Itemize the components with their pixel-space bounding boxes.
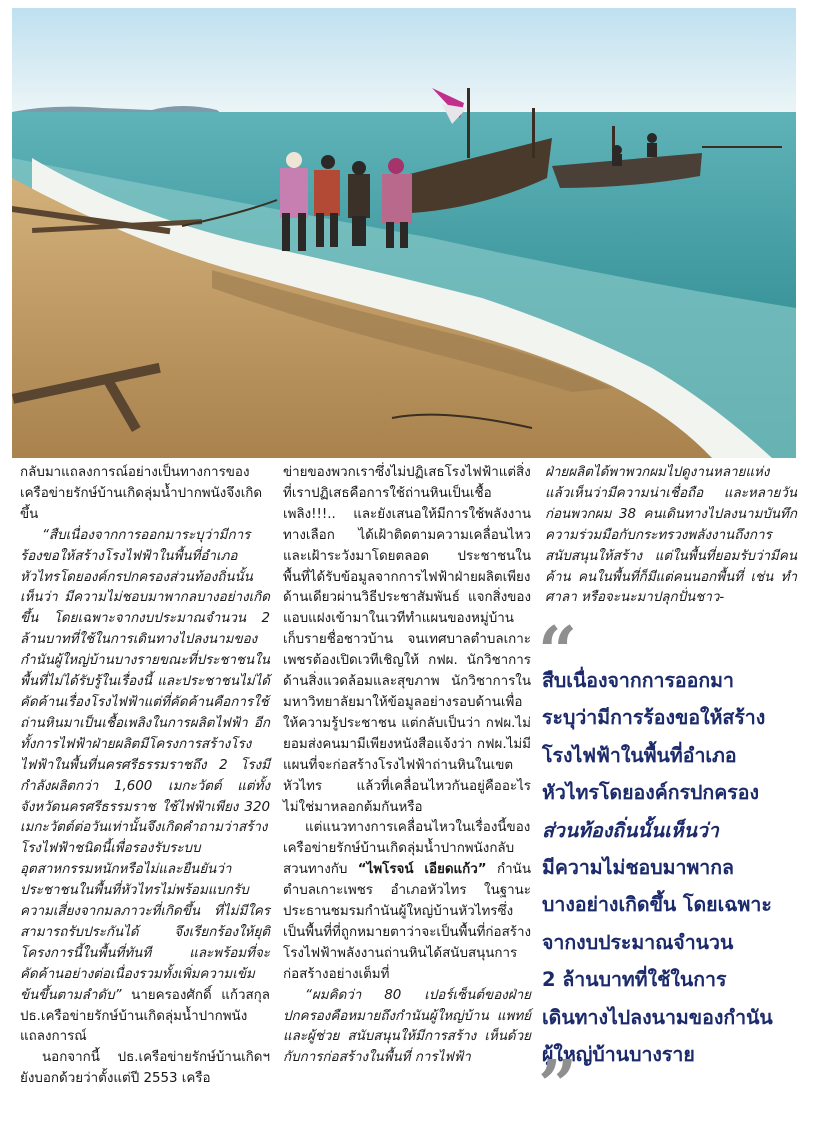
pull-quote-line: 2 ล้านบาทที่ใช้ในการ (542, 968, 727, 992)
quoted-statement: “สืบเนื่องจากการออกมาระบุว่ามีการร้องขอให้สร้างโรงไฟฟ้าในพื้นที่อำเภอหัวไทรโดยองค์กรปกครองส่วนท้องถิ่นนั้นเห็นว่า มีความไม่ชอบมาพากลบางอย่างเกิดขึ้น โดยเฉพาะจากงบประมาณจำนวน 2 ล้านบาทที่ใช้ในการเดินทางไปลงนามของกำนันผู้ใหญ่บ้านบางรายขณะที่ประชาชนในพื้นที่ไม่ได้รับรู้ในเรื่องนี้ และประชาชนไม่ได้คัดค้านเรื่องโรงไฟฟ้าแต่ที่คัดค้านคือการใช้ถ่านหินมาเป็นเชื้อเพลิงในการผลิตไฟฟ้า อีกทั้งการไฟฟ้าฝ่ายผลิตมีโครงการสร้างโรงไฟฟ้าในพื้นที่นครศรีธรรมราชถึง 2 โรงมีกำลังผลิตกว่า 1,600 เมกะวัตต์ แต่ทั้งจังหวัดนครศรีธรรมราช ใช้ไฟฟ้าเพียง 320 เมกะวัตต์ต่อวันเท่านั้นจึงเกิดคำถามว่าสร้างโรงไฟฟ้าชนิดนี้เพื่อรองรับระบบอุตสาหกรรมหนักหรือไม่และยืนยันว่าประชาชนในพื้นที่หัวไทรไม่พร้อมแบกรับความเสี่ยงจากมลภาวะที่เกิดขึ้น ที่ไม่มีใครสามารถรับประกันได้ จึงเรียกร้องให้ยุติโครงการนี้ในพื้นที่ทันที และพร้อมที่จะคัดค้านอย่างต่อเนื่องรวมทั้งเพิ่มความเข้มข้นขึ้นตามลำดับ” (20, 527, 270, 1003)
article-column-1 (20, 463, 270, 1090)
pull-quote-line: บางอย่างเกิดขึ้น โดยเฉพาะ (542, 893, 772, 917)
pull-quote-line: ระบุว่ามีการร้องขอให้สร้าง (542, 706, 766, 730)
paragraph-network-statement (20, 526, 270, 1049)
paragraph-kamnan-quote: “ผมคิดว่า 80 เปอร์เซ็นต์ของฝ่ายปกครองคือหมายถึงกำนันผู้ใหญ่บ้าน แพทย์และผู้ช่วย สนับสนุนให้มีการสร้าง เห็นด้วยกับการก่อสร้างในพื้นที่ การไฟฟ้า (283, 987, 531, 1066)
paragraph-kamnan-quote-continued: ฝ่ายผลิตได้พาพวกผมไปดูงานหลายแห่ง แล้วเห็นว่ามีความน่าเชื่อถือ และหลายวันก่อนพวกผม 38 คนเดินทางไปลงนามบันทึกความร่วมมือกับกระทรวงพลังงานถึงการสนับสนุนให้สร้าง แต่ในพื้นที่ยอมรับว่ามีคนค้าน คนในพื้นที่ก็มีแต่คนนอกพื้นที่ เช่น ทำศาลา หรือจะนะมาปลุกปั่นชาว- (545, 465, 797, 606)
close-quote-icon: ” (538, 1046, 572, 1126)
paragraph-kamnan-support (283, 818, 531, 985)
kamnan-name: “ไพโรจน์ เอียดแก้ว” (357, 862, 487, 878)
article-column-3 (545, 463, 797, 609)
paragraph-kamnan-text-post: กำนันตำบลเกาะเพชร อำเภอหัวไทร ในฐานะประธานชมรมกำนันผู้ใหญ่บ้านหัวไทรซึ่งเป็นพื้นที่ที่ถูกหมายตาว่าจะเป็นพื้นที่ก่อสร้างโรงไฟฟ้าพลังงานถ่านหินได้สนับสนุนการก่อสร้างอย่างเต็มที่ (283, 862, 532, 982)
paragraph-network-position: ข่ายของพวกเราซึ่งไม่ปฏิเสธโรงไฟฟ้าแต่สิ่งที่เราปฏิเสธคือการใช้ถ่านหินเป็นเชื้อเพลิง!!!.. และยังเสนอให้มีการใช้พลังงานทางเลือก ได้เฝ้าติดตามความเคลื่อนไหวและเฝ้าระวังมาโดยตลอด ประชาชนในพื้นที่ได้รับข้อมูลจากการไฟฟ้าฝ่ายผลิตเพียงด้านเดียวผ่านวิธีประชาสัมพันธ์ แจกสิ่งของแอบแฝงเข้ามาในเวทีทำแผนของหมู่บ้านเก็บรายชื่อชาวบ้าน จนเทศบาลตำบลเกาะเพชรต้องเปิดเวทีเชิญให้ กฟผ. นักวิชาการด้านสิ่งแวดล้อมและสุขภาพ นักวิชาการในมหาวิทยาลัยมาให้ข้อมูลอย่างรอบด้านเพื่อให้ความรู้ประชาชน แต่กลับเป็นว่า กฟผ.ไม่ยอมส่งคนมามีเพียงหนังสือแจ้งว่า กฟผ.ไม่มีแผนที่จะก่อสร้างโรงไฟฟ้าถ่านหินในเขตหัวไทร แล้วที่เคลื่อนไหวกันอยู่คืออะไรไม่ใช่มาหลอกต้มกันหรือ (283, 465, 531, 815)
paragraph-intro-end: กลับมาแถลงการณ์อย่างเป็นทางการของเครือข่ายรักษ์บ้านเกิดลุ่มน้ำปากพนังจึงเกิดขึ้น (20, 465, 263, 522)
statement-attribution: นายครองศักดิ์ แก้วสกุล ปธ.เครือข่ายรักษ์บ้านเกิดลุ่มน้ำปากพนังแถลงการณ์ (20, 987, 270, 1045)
sky (12, 8, 796, 118)
open-quote-icon: “ (538, 612, 572, 692)
pull-quote-line: สืบเนื่องจากการออกมา (542, 669, 734, 692)
pull-quote-line: หัวไทรโดยองค์กรปกครอง (542, 781, 759, 805)
pull-quote-text (542, 662, 797, 1073)
pull-quote-line: เดินทางไปลงนามของกำนัน (542, 1005, 773, 1029)
pull-quote (538, 612, 800, 1126)
article-column-2 (283, 463, 531, 1069)
pull-quote-line: ส่วนท้องถิ่นนั้นเห็นว่า (542, 818, 719, 842)
pull-quote-line: มีความไม่ชอบมาพากล (542, 856, 735, 880)
pull-quote-line: ผู้ใหญ่บ้านบางราย (542, 1043, 695, 1067)
pull-quote-line: จากงบประมาณจำนวน (542, 930, 734, 954)
beach-photo (12, 8, 796, 458)
beach-scene-illustration (12, 8, 796, 458)
paragraph-since-2553: นอกจากนี้ ปธ.เครือข่ายรักษ์บ้านเกิดฯ ยังบอกด้วยว่าตั้งแต่ปี 2553 เครือ (20, 1050, 270, 1087)
paragraph-kamnan-text-pre: แต่แนวทางการเคลื่อนไหวในเรื่องนี้ของเครือข่ายรักษ์บ้านเกิดลุ่มน้ำปากพนังกลับสวนทางกับ (283, 820, 531, 878)
pull-quote-line: โรงไฟฟ้าในพื้นที่อำเภอ (542, 743, 737, 767)
